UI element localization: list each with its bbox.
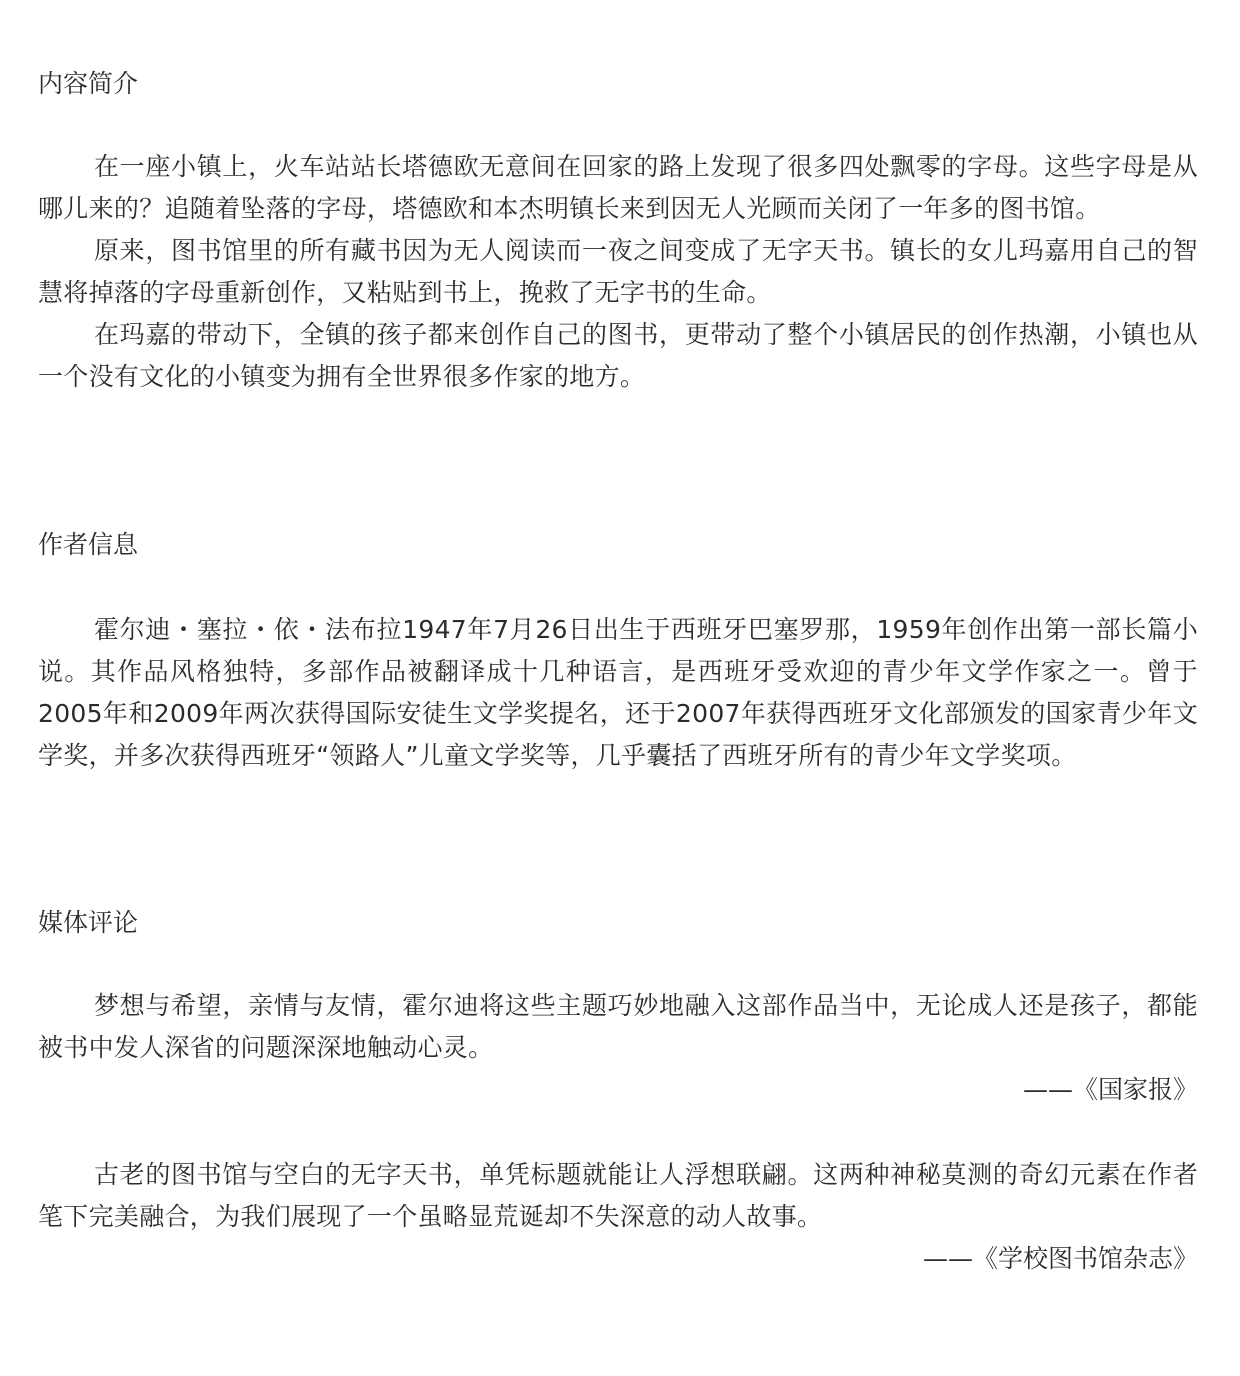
review-source: ——《学校图书馆杂志》: [922, 1244, 1198, 1273]
review-block: [38, 1154, 1198, 1280]
review-text: 梦想与希望，亲情与友情，霍尔迪将这些主题巧妙地融入这部作品当中，无论成人还是孩子，都能被书中发人深省的问题深深地触动心灵。: [38, 991, 1198, 1062]
author-paragraph: 霍尔迪・塞拉・依・法布拉1947年7月26日出生于西班牙巴塞罗那，1959年创作出第一部长篇小说。其作品风格独特，多部作品被翻译成十几种语言，是西班牙受欢迎的青少年文学作家之一。曾于2005年和2009年两次获得国际安徒生文学奖提名，还于2007年获得西班牙文化部颁发的国家青少年文学奖，并多次获得西班牙“领路人”儿童文学奖等，几乎囊括了西班牙所有的青少年文学奖项。: [38, 615, 1198, 770]
author-body: [38, 609, 1198, 777]
review-text: 古老的图书馆与空白的无字天书，单凭标题就能让人浮想联翩。这两种神秘莫测的奇幻元素在作者笔下完美融合，为我们展现了一个虽略显荒诞却不失深意的动人故事。: [38, 1160, 1198, 1231]
summary-paragraph: 原来，图书馆里的所有藏书因为无人阅读而一夜之间变成了无字天书。镇长的女儿玛嘉用自己的智慧将掉落的字母重新创作，又粘贴到书上，挽救了无字书的生命。: [38, 236, 1198, 307]
summary-paragraph: 在玛嘉的带动下，全镇的孩子都来创作自己的图书，更带动了整个小镇居民的创作热潮，小镇也从一个没有文化的小镇变为拥有全世界很多作家的地方。: [38, 320, 1198, 391]
review-source: ——《国家报》: [1022, 1075, 1198, 1104]
summary-heading: 内容简介: [38, 69, 139, 98]
media-heading: 媒体评论: [38, 908, 139, 937]
summary-paragraph: 在一座小镇上，火车站站长塔德欧无意间在回家的路上发现了很多四处飘零的字母。这些字母是从哪儿来的？追随着坠落的字母，塔德欧和本杰明镇长来到因无人光顾而关闭了一年多的图书馆。: [38, 152, 1198, 223]
author-heading: 作者信息: [38, 530, 139, 559]
summary-body: [38, 146, 1198, 398]
review-block: [38, 985, 1198, 1111]
